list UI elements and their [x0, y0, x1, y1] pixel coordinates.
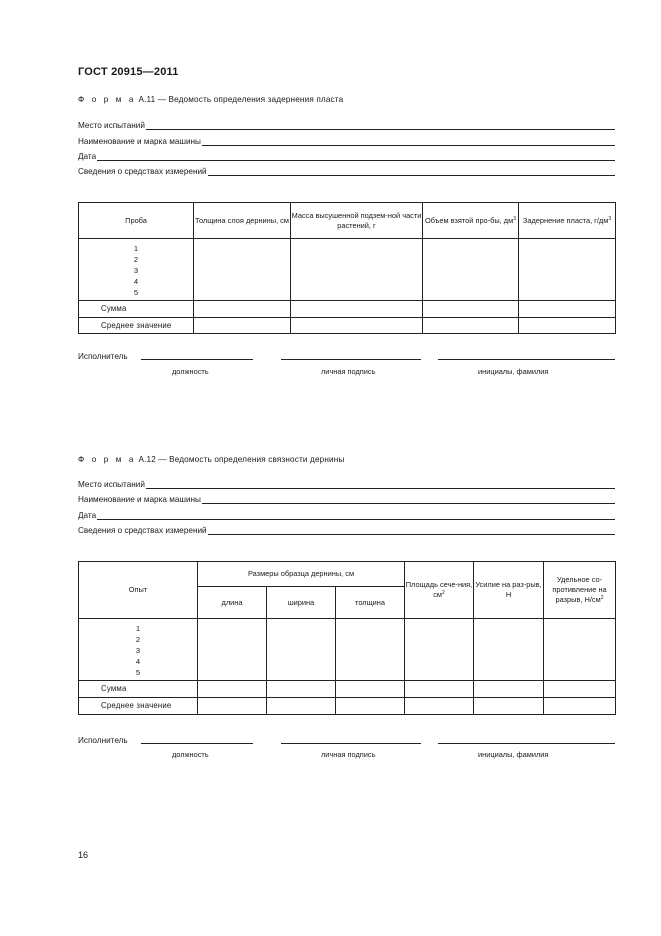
data-cell[interactable] — [194, 318, 291, 334]
field-label: Наименование и марка машины — [78, 137, 201, 146]
col-header-turfiness: Задернение пласта, $г/дм^3$ — [519, 203, 616, 239]
data-cell[interactable] — [267, 698, 336, 715]
fill-line — [202, 138, 615, 146]
data-cell[interactable] — [194, 301, 291, 318]
form-a11-prefix: Ф о р м а — [78, 95, 137, 104]
document-standard-header: ГОСТ 20915—2011 — [78, 66, 179, 78]
field-label: Сведения о средствах измерений — [78, 167, 207, 176]
data-cell[interactable] — [336, 698, 405, 715]
data-cell[interactable] — [423, 239, 519, 301]
form-a12-heading: А.12 — Ведомость определения связности дернины — [138, 455, 345, 464]
field-label: Дата — [78, 511, 97, 520]
row-number: 3 — [133, 266, 139, 275]
col-header-cross-section: Площадь сече-ния, $см^2$ — [405, 562, 474, 619]
caption-signature: личная подпись — [321, 367, 376, 376]
form-a12-prefix: Ф о р м а — [78, 455, 137, 464]
mean-row-label: Среднее значение — [79, 318, 194, 334]
caption-position: должность — [172, 750, 209, 759]
col-header-sample-volume: Объем взятой про-бы, $дм^3$ — [423, 203, 519, 239]
row-number: 3 — [135, 646, 141, 655]
fill-line — [208, 168, 615, 176]
row-number: 5 — [135, 668, 141, 677]
data-cell[interactable] — [405, 619, 474, 681]
fill-line — [202, 496, 615, 504]
data-cell[interactable] — [544, 619, 616, 681]
row-number: 2 — [133, 255, 139, 264]
data-cell[interactable] — [519, 239, 616, 301]
col-header-experiment: Опыт — [79, 562, 198, 619]
row-number: 4 — [135, 657, 141, 666]
page-number: 16 — [78, 850, 89, 860]
col-header-dried-mass: Масса высушенной подзем-ной части растений, г — [291, 203, 423, 239]
row-number: 1 — [133, 244, 139, 253]
form-a11-field-place[interactable] — [78, 119, 615, 130]
form-a12-field-date[interactable] — [78, 509, 615, 520]
data-cell[interactable] — [267, 619, 336, 681]
form-a12-signature-row — [78, 735, 615, 746]
position-line[interactable] — [141, 359, 253, 360]
data-cell[interactable] — [291, 318, 423, 334]
form-a12-field-instruments[interactable] — [78, 524, 615, 535]
sample-numbers-cell — [79, 239, 194, 301]
field-label: Место испытаний — [78, 121, 145, 130]
data-cell[interactable] — [474, 681, 544, 698]
data-cell[interactable] — [405, 681, 474, 698]
col-header-tear-force: Усилие на раз-рыв, Н — [474, 562, 544, 619]
sum-row-label: Сумма — [79, 681, 198, 698]
mean-row-label: Среднее значение — [79, 698, 198, 715]
form-a11-signature-row — [78, 351, 615, 362]
data-cell[interactable] — [267, 681, 336, 698]
experiment-numbers-cell — [79, 619, 198, 681]
position-line[interactable] — [141, 743, 253, 744]
data-cell[interactable] — [198, 619, 267, 681]
row-number: 4 — [133, 277, 139, 286]
row-number: 5 — [133, 288, 139, 297]
data-cell[interactable] — [291, 239, 423, 301]
fill-line — [146, 122, 615, 130]
col-header-sample-size: Размеры образца дернины, см — [198, 562, 405, 587]
caption-signature: личная подпись — [321, 750, 376, 759]
field-label: Сведения о средствах измерений — [78, 526, 207, 535]
executor-label: Исполнитель — [78, 736, 128, 745]
data-cell[interactable] — [336, 619, 405, 681]
fill-line — [146, 481, 615, 489]
col-header-turf-thickness: Толщина слоя дернины, см — [194, 203, 291, 239]
data-cell[interactable] — [423, 318, 519, 334]
sum-row-label: Сумма — [79, 301, 194, 318]
data-cell[interactable] — [423, 301, 519, 318]
col-header-tear-resistance: Удельное со-противление на разрыв, $Н/см^2$ — [544, 562, 616, 619]
form-a11-field-date[interactable] — [78, 150, 615, 161]
data-cell[interactable] — [544, 698, 616, 715]
col-header-length: длина — [198, 587, 267, 619]
data-cell[interactable] — [198, 681, 267, 698]
data-cell[interactable] — [474, 619, 544, 681]
col-header-thickness: толщина — [336, 587, 405, 619]
signature-line[interactable] — [281, 359, 421, 360]
data-cell[interactable] — [194, 239, 291, 301]
field-label: Дата — [78, 152, 97, 161]
data-cell[interactable] — [474, 698, 544, 715]
data-cell[interactable] — [336, 681, 405, 698]
data-cell[interactable] — [544, 681, 616, 698]
data-cell[interactable] — [519, 318, 616, 334]
data-cell[interactable] — [519, 301, 616, 318]
data-cell[interactable] — [198, 698, 267, 715]
field-label: Наименование и марка машины — [78, 495, 201, 504]
form-a11-heading: А.11 — Ведомость определения задернения пласта — [138, 95, 344, 104]
executor-label: Исполнитель — [78, 352, 128, 361]
field-label: Место испытаний — [78, 480, 145, 489]
form-a11-title — [78, 95, 343, 104]
form-a12-title — [78, 455, 344, 464]
form-a12-table — [78, 561, 616, 715]
form-a11-field-instruments[interactable] — [78, 165, 615, 176]
form-a12-field-place[interactable] — [78, 478, 615, 489]
row-number: 2 — [135, 635, 141, 644]
data-cell[interactable] — [405, 698, 474, 715]
signature-line[interactable] — [281, 743, 421, 744]
name-line[interactable] — [438, 743, 615, 744]
fill-line — [97, 512, 615, 520]
caption-name: инициалы, фамилия — [478, 367, 549, 376]
caption-position: должность — [172, 367, 209, 376]
data-cell[interactable] — [291, 301, 423, 318]
name-line[interactable] — [438, 359, 615, 360]
row-number: 1 — [135, 624, 141, 633]
form-a11-field-machine[interactable] — [78, 135, 615, 146]
fill-line — [208, 527, 615, 535]
form-a11-table — [78, 202, 616, 334]
fill-line — [97, 153, 615, 161]
col-header-sample: Проба — [79, 203, 194, 239]
form-a12-field-machine[interactable] — [78, 493, 615, 504]
col-header-width: ширина — [267, 587, 336, 619]
caption-name: инициалы, фамилия — [478, 750, 549, 759]
